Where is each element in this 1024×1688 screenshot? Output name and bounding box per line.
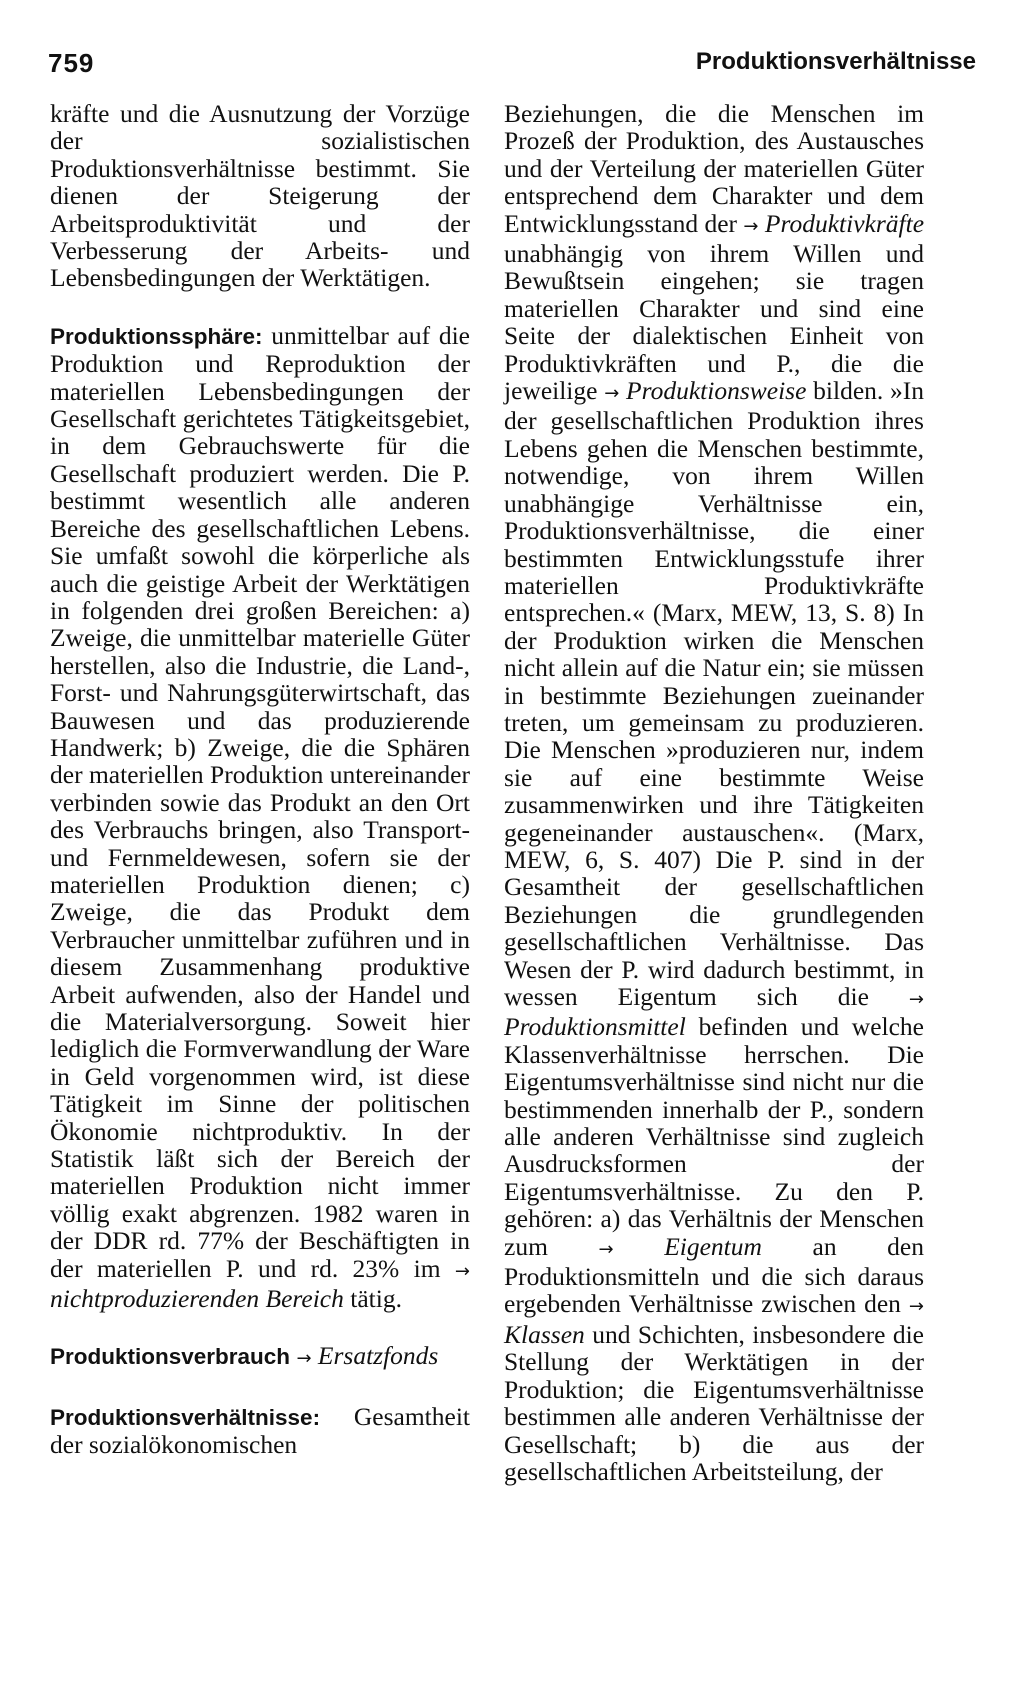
entry-lemma: Produktionsverhältnisse: xyxy=(50,1404,321,1430)
cross-reference-arrow-icon: → xyxy=(908,989,924,1010)
cross-reference: Produktivkräfte xyxy=(764,208,925,238)
running-head: Produktionsverhältnisse xyxy=(695,48,976,75)
text-segment: befinden und welche Klassenverhältnisse herrschen. Die Eigentumsverhältnisse sind nicht nur die bestimmenden innerhalb der P., sondern alle anderen Verhältnisse sind zugleich Ausdrucksformen der Eigentumsverhältnisse. Zu den P. gehören: a) das Verhältnis der Menschen zum xyxy=(504,1012,924,1261)
page-number: 759 xyxy=(48,48,95,78)
cross-reference: Klassen xyxy=(504,1319,585,1349)
text-segment: unabhängig von ihrem Willen und Bewußtsein eingehen; sie tragen materiellen Charakter und sind eine Seite der dialektischen Einheit von Produktivkräften und P., die die jeweilige xyxy=(504,239,924,406)
entry-lemma: Produktionsverbrauch xyxy=(50,1344,291,1370)
entry-produktionsverhaeltnisse-continuation xyxy=(504,100,924,1485)
cross-reference-arrow-icon: → xyxy=(743,215,759,237)
cross-reference-arrow-icon: → xyxy=(598,1238,614,1260)
cross-reference-arrow-icon: → xyxy=(454,1260,470,1282)
cross-reference: Produktionsweise xyxy=(626,376,807,406)
cross-reference: Eigentum xyxy=(664,1231,762,1261)
cross-reference: Produktionsmittel xyxy=(504,1012,686,1042)
cross-reference-arrow-icon: → xyxy=(604,383,620,405)
left-column xyxy=(50,100,470,1459)
cross-reference: nichtproduzierenden Bereich xyxy=(50,1284,344,1314)
entry-produktionssphaere xyxy=(50,322,470,1313)
continuation-paragraph: kräfte und die Ausnutzung der Vorzüge der sozialistischen Produktionsverhältnisse bestimmt. Sie dienen der Steigerung der Arbeitsproduktivität und der Verbesserung der Arbeits- und Lebensbedingungen der Werktätigen. xyxy=(50,99,470,293)
right-column xyxy=(504,100,924,1485)
cross-reference: Ersatzfonds xyxy=(317,1341,439,1371)
entry-text-end: tätig. xyxy=(343,1284,402,1314)
entry-lemma: Produktionssphäre: xyxy=(50,323,263,349)
entry-produktionsverhaeltnisse xyxy=(50,1403,470,1459)
entry-produktionsverbrauch xyxy=(50,1342,470,1372)
text-segment: Beziehungen, die die Menschen im Prozeß der Produktion, des Austausches und der Verteilung der materiellen Güter entsprechend dem Charakter und dem Entwicklungsstand der xyxy=(504,99,924,238)
entry-text: unmittelbar auf die Produktion und Reproduktion der materiellen Lebensbedingungen der Gesellschaft gerichtetes Tätigkeitsgebiet, in dem Gebrauchswerte für die Gesellschaft produziert werden. Die P. bestimmt wesentlich alle anderen Bereiche des gesellschaftlichen Lebens. Sie umfaßt sowohl die körperliche als auch die geistige Arbeit der Werktätigen in folgenden drei großen Bereichen: a) Zweige, die unmittelbar materielle Güter herstellen, also die Industrie, die Land-, Forst- und Nahrungsgüterwirtschaft, das Bauwesen und das produzierende Handwerk; b) Zweige, die die Sphären der materiellen Produktion untereinander verbinden sowie das Produkt an den Ort des Verbrauchs bringen, also Transport- und Fernmeldewesen, sofern sie der materiellen Produktion dienen; c) Zweige, die das Produkt dem Verbraucher unmittelbar zuführen und in diesem Zusammenhang produktive Arbeit aufwenden, also der Handel und die Materialversorgung. Soweit hier lediglich die Formverwandlung der Ware in Geld vorgenommen wird, ist diese Tätigkeit im Sinne der politischen Ökonomie nichtproduktiv. In der Statistik läßt sich der Bereich der materiellen Produktion nicht immer völlig exakt abgrenzen. 1982 waren in der DDR rd. 77% der Beschäftigten in der materiellen P. und rd. 23% im xyxy=(50,320,470,1283)
text-segment: und Schichten, insbesondere die Stellung der Werktätigen in der Produktion; die Eigentumsverhältnisse bestimmen alle anderen Verhältnisse der Gesellschaft; b) die aus der gesellschaftlichen Arbeitsteilung, der xyxy=(504,1319,924,1486)
entry-text: Gesamtheit der sozialökonomischen xyxy=(50,1401,470,1460)
text-segment: an den Produktionsmitteln und die sich daraus ergebenden Verhältnisse zwischen den xyxy=(504,1231,924,1319)
text-segment: bilden. »In der gesellschaftlichen Produktion ihres Lebens gehen die Menschen bestimmte, notwendige, von ihrem Willen unabhängige Verhältnisse ein, Produktionsverhältnisse, die einer bestimmten Entwicklungsstufe ihrer materiellen Produktivkräfte entsprechen.« (Marx, MEW, 13, S. 8) In der Produktion wirken die Menschen nicht allein auf die Natur ein; sie müssen in bestimmte Beziehungen zueinander treten, um gemeinsam zu produzieren. Die Menschen »produzieren nur, indem sie auf eine bestimmte Weise zusammenwirken und ihre Tätigkeiten gegeneinander austauschen«. (Marx, MEW, 6, S. 407) Die P. sind in der Gesamtheit der gesellschaftlichen Beziehungen die grundlegenden gesellschaftlichen Verhältnisse. Das Wesen der P. wird dadurch bestimmt, in wessen Eigentum sich die xyxy=(504,376,925,1011)
cross-reference-arrow-icon: → xyxy=(908,1296,924,1318)
cross-reference-arrow-icon: → xyxy=(296,1348,312,1370)
